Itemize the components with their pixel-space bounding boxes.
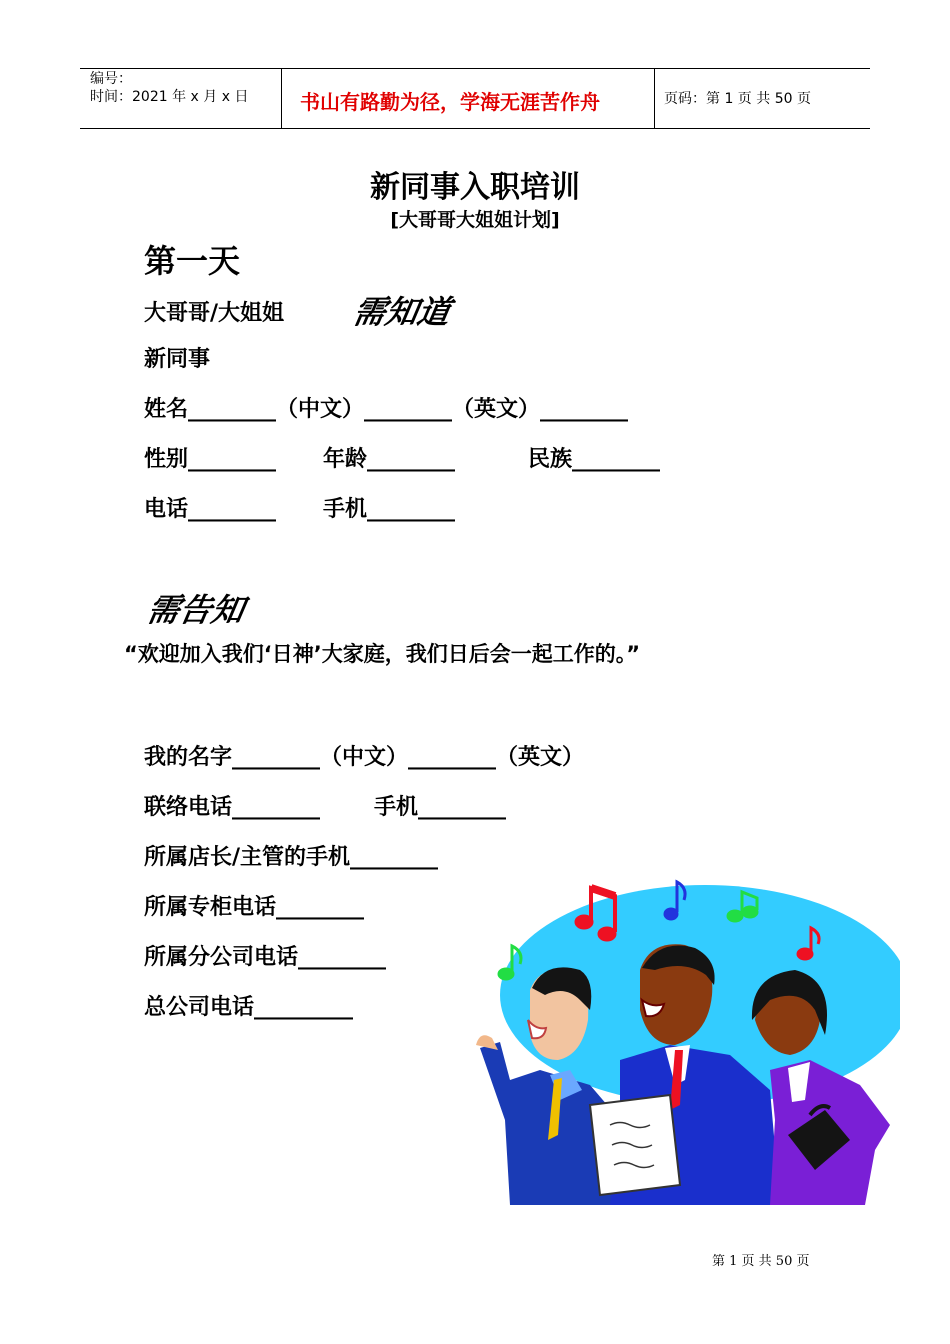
my-name-row: 我的名字________（中文）________（英文） — [144, 745, 585, 770]
counter-phone-field: 所属专柜电话________ — [144, 895, 365, 920]
new-colleague-heading: 新同事 — [144, 347, 211, 372]
gender-field: 性别________ — [144, 447, 277, 472]
name-field-row: 姓名________（中文）________（英文）________ — [144, 397, 629, 422]
singing-choir-illustration — [470, 870, 900, 1215]
header-number-label: 编号： — [90, 71, 132, 87]
contact-mobile-field: 手机________ — [374, 795, 507, 820]
page-subtitle: [大哥哥大姐姐计划] — [390, 209, 560, 231]
footer-page-number: 第 1 页 共 50 页 — [712, 1254, 810, 1269]
header-divider — [654, 68, 655, 129]
header-time-label: 时间：2021 年 x 月 x 日 — [90, 89, 249, 105]
header-page-label: 页码：第 1 页 共 50 页 — [664, 91, 811, 107]
header-top-rule — [80, 68, 870, 69]
manager-mobile-field: 所属店长/主管的手机________ — [144, 845, 439, 870]
header-bottom-rule — [80, 128, 870, 129]
mobile-field: 手机________ — [323, 497, 456, 522]
header-motto: 书山有路勤为径，学海无涯苦作舟 — [300, 90, 600, 114]
contact-phone-field: 联络电话________ — [144, 795, 321, 820]
need-tell-heading: 需告知 — [144, 591, 248, 629]
mentor-label: 大哥哥/大姐姐 — [144, 301, 285, 326]
day-heading: 第一天 — [144, 242, 241, 280]
phone-field: 电话________ — [144, 497, 277, 522]
need-know-heading: 需知道 — [350, 293, 454, 331]
age-field: 年龄________ — [323, 447, 456, 472]
hq-phone-field: 总公司电话_________ — [144, 995, 354, 1020]
header-divider — [281, 68, 282, 129]
welcome-quote: “欢迎加入我们‘日神’大家庭，我们日后会一起工作的。” — [124, 642, 641, 666]
ethnic-field: 民族________ — [528, 447, 661, 472]
branch-phone-field: 所属分公司电话________ — [144, 945, 387, 970]
page-title: 新同事入职培训 — [370, 170, 580, 205]
